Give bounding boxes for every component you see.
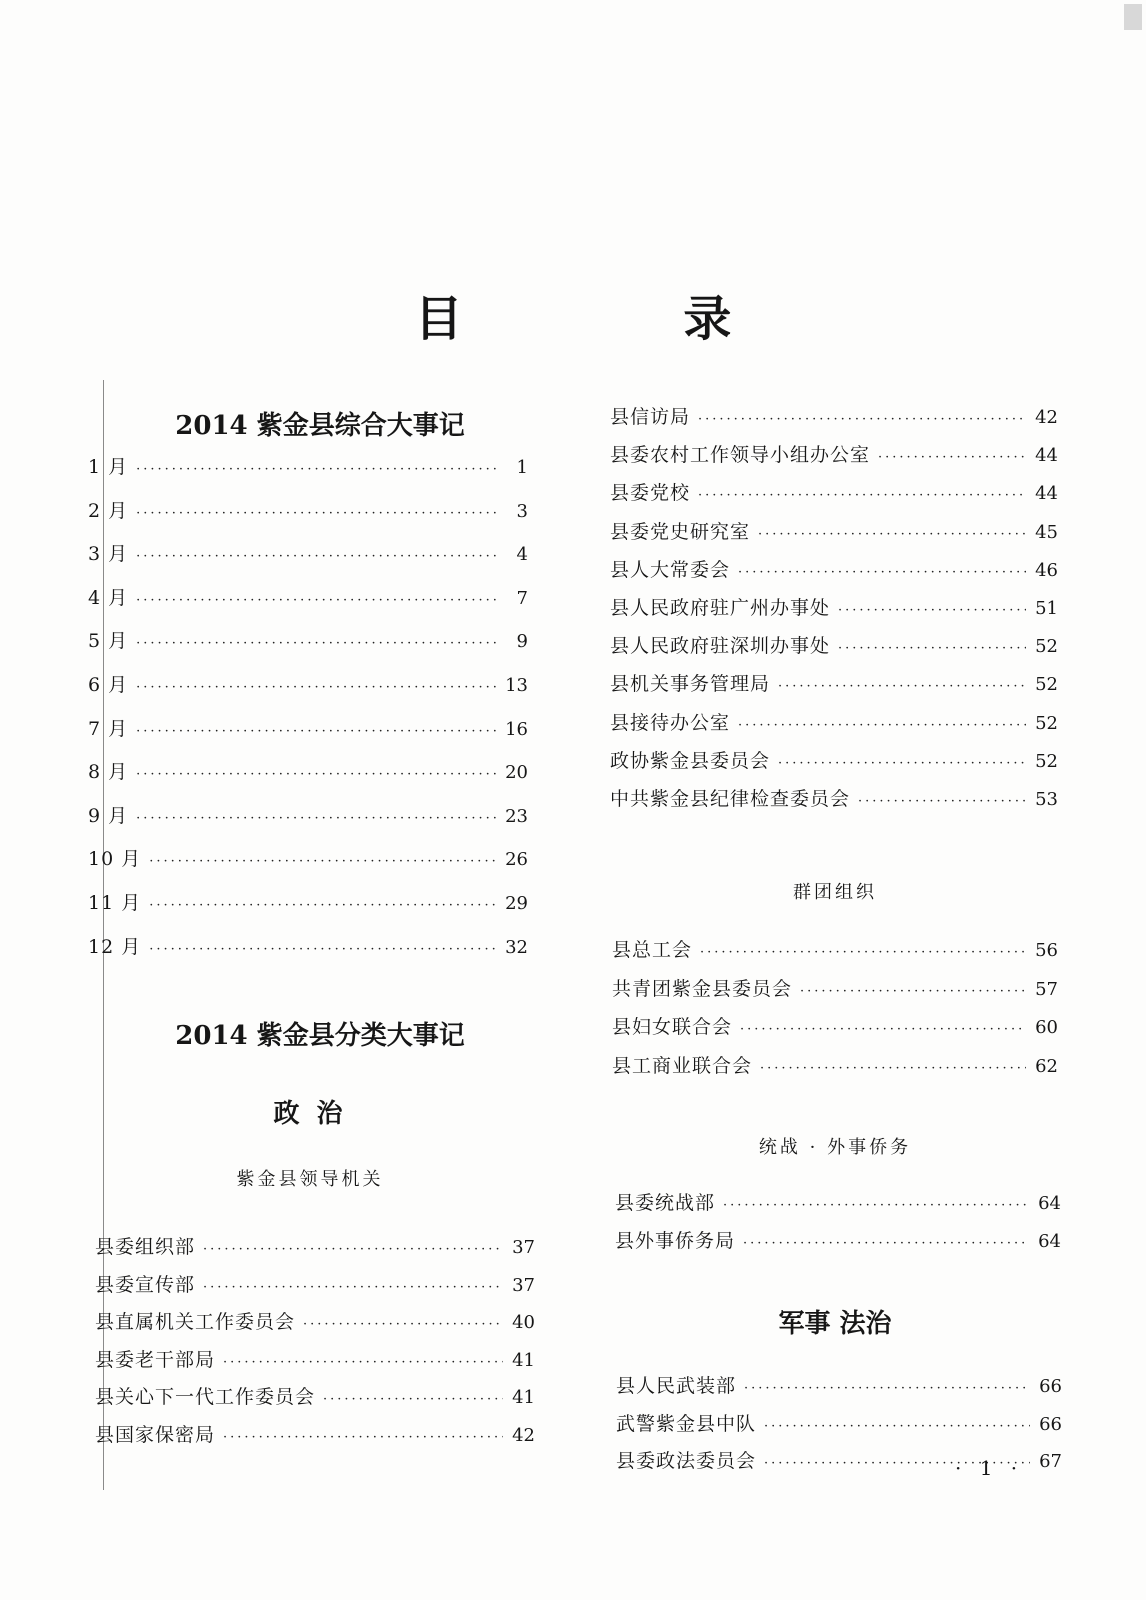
toc-entry-page: 4 xyxy=(516,544,528,566)
toc-entry-label: 县委宣传部 xyxy=(95,1273,196,1296)
toc-leader-dots xyxy=(203,1280,503,1295)
toc-entry xyxy=(88,452,528,479)
toc-entry xyxy=(88,888,528,915)
toc-entry xyxy=(610,555,1058,582)
toc-entry xyxy=(95,1420,535,1447)
toc-entry-label: 县人民政府驻深圳办事处 xyxy=(610,635,831,658)
toc-entry xyxy=(610,440,1058,467)
toc-entry xyxy=(610,478,1058,505)
toc-entry-page: 64 xyxy=(1038,1193,1061,1214)
toc-entry-label: 11 月 xyxy=(88,892,142,914)
toc-entry-page: 66 xyxy=(1039,1413,1062,1435)
toc-entry-page: 52 xyxy=(1035,636,1058,658)
toc-entry xyxy=(95,1232,535,1259)
toc-entry-label: 政协紫金县委员会 xyxy=(610,749,771,772)
toc-entry-label: 4 月 xyxy=(88,586,129,609)
toc-entry-page: 57 xyxy=(1035,978,1058,1000)
toc-leader-dots xyxy=(698,488,1026,503)
toc-leader-dots xyxy=(738,718,1026,733)
heading-politics: 政 治 xyxy=(273,1099,347,1129)
toc-entry-label: 县接待办公室 xyxy=(610,711,731,734)
toc-entry-page: 40 xyxy=(512,1312,535,1334)
toc-entry xyxy=(88,583,528,610)
toc-entry-label: 县人民武装部 xyxy=(616,1375,737,1397)
toc-leader-dots xyxy=(744,1381,1030,1396)
subheading-united-front: 统战 · 外事侨务 xyxy=(758,1137,912,1158)
toc-entry xyxy=(610,593,1058,620)
toc-entry xyxy=(612,1051,1058,1078)
section-title-comprehensive: 2014 紫金县综合大事记 xyxy=(175,411,465,441)
toc-entry-page: 44 xyxy=(1035,483,1058,505)
toc-entry xyxy=(88,932,528,959)
toc-entry-page: 66 xyxy=(1039,1376,1062,1397)
toc-leader-dots xyxy=(136,724,496,739)
toc-leader-dots xyxy=(136,549,496,564)
toc-entry xyxy=(616,1409,1062,1436)
toc-leader-dots xyxy=(149,942,496,957)
toc-entry-label: 中共紫金县纪律检查委员会 xyxy=(610,788,851,810)
toc-entry-page: 20 xyxy=(505,762,528,784)
toc-entry-label: 6 月 xyxy=(88,674,129,696)
toc-leader-dots xyxy=(136,593,496,608)
toc-entry-label: 10 月 xyxy=(88,848,142,871)
toc-leader-dots xyxy=(136,462,496,477)
toc-entry-page: 16 xyxy=(505,718,528,740)
toc-entry xyxy=(616,1371,1062,1398)
toc-entry xyxy=(610,669,1058,696)
toc-entry-label: 县总工会 xyxy=(612,939,693,961)
toc-entry-label: 县工商业联合会 xyxy=(612,1054,753,1077)
toc-entry-page: 45 xyxy=(1035,521,1058,543)
toc-entry-label: 5 月 xyxy=(88,630,129,653)
toc-entry-page: 52 xyxy=(1035,674,1058,696)
toc-entry-page: 13 xyxy=(505,675,528,696)
toc-entry xyxy=(610,708,1058,735)
toc-entry-page: 26 xyxy=(505,849,528,871)
toc-leader-dots xyxy=(323,1392,503,1407)
toc-entry-label: 共青团紫金县委员会 xyxy=(612,977,793,1000)
toc-entry-label: 县委政法委员会 xyxy=(616,1450,757,1472)
toc-entry-label: 县委老干部局 xyxy=(95,1348,216,1371)
toc-leader-dots xyxy=(223,1355,503,1370)
toc-entry-page: 42 xyxy=(1035,407,1058,428)
toc-entry-page: 42 xyxy=(512,1425,535,1446)
toc-entry-label: 2 月 xyxy=(88,499,129,522)
toc-entry-label: 县委党校 xyxy=(610,482,691,505)
toc-entry-label: 县委党史研究室 xyxy=(610,520,751,543)
toc-entry xyxy=(88,626,528,653)
toc-leader-dots xyxy=(136,636,496,651)
toc-entry xyxy=(95,1270,535,1297)
toc-entry xyxy=(88,714,528,741)
toc-entry-page: 64 xyxy=(1038,1231,1061,1252)
toc-entry-label: 9 月 xyxy=(88,804,129,827)
toc-leader-dots xyxy=(838,641,1026,656)
toc-entry-page: 44 xyxy=(1035,445,1058,467)
toc-entry-page: 46 xyxy=(1035,559,1058,581)
toc-leader-dots xyxy=(149,854,496,869)
toc-entry xyxy=(88,757,528,784)
toc-entry-page: 60 xyxy=(1035,1017,1058,1038)
toc-leader-dots xyxy=(700,945,1026,960)
toc-entry-page: 52 xyxy=(1035,712,1058,734)
toc-leader-dots xyxy=(723,1198,1029,1213)
subheading-mass-org: 群团组织 xyxy=(793,882,877,903)
toc-entry-label: 1 月 xyxy=(88,456,129,478)
section-title-categorized: 2014 紫金县分类大事记 xyxy=(175,1021,465,1051)
toc-leader-dots xyxy=(136,506,496,521)
toc-leader-dots xyxy=(760,1061,1026,1076)
toc-leader-dots xyxy=(758,527,1026,542)
toc-entry xyxy=(612,974,1058,1001)
toc-entry xyxy=(88,539,528,566)
toc-entry-page: 56 xyxy=(1035,940,1058,961)
page-title: 目 录 xyxy=(414,291,834,347)
toc-entry-page: 52 xyxy=(1035,750,1058,772)
toc-entry-label: 县机关事务管理局 xyxy=(610,673,771,696)
toc-entry xyxy=(88,844,528,871)
toc-entry-page: 32 xyxy=(505,936,528,958)
toc-leader-dots xyxy=(698,412,1026,427)
toc-entry xyxy=(612,1012,1058,1039)
toc-entry-page: 1 xyxy=(516,457,528,478)
toc-entry-page: 3 xyxy=(516,500,528,522)
toc-leader-dots xyxy=(149,898,496,913)
toc-leader-dots xyxy=(136,680,496,695)
toc-entry xyxy=(610,402,1058,429)
toc-entry-label: 县委组织部 xyxy=(95,1236,196,1258)
toc-entry-page: 67 xyxy=(1039,1451,1062,1472)
toc-entry xyxy=(88,496,528,523)
toc-entry xyxy=(615,1188,1061,1215)
toc-entry-label: 3 月 xyxy=(88,543,129,566)
toc-leader-dots xyxy=(303,1317,503,1332)
heading-military-legal: 军事 法治 xyxy=(778,1309,892,1339)
scan-corner-mark xyxy=(1124,4,1142,30)
page-number: · 1 · xyxy=(955,1456,1024,1480)
toc-entry-page: 41 xyxy=(512,1349,535,1371)
toc-entry-page: 37 xyxy=(512,1237,535,1258)
toc-entry-label: 县委农村工作领导小组办公室 xyxy=(610,444,871,467)
toc-leader-dots xyxy=(800,984,1026,999)
toc-entry-page: 9 xyxy=(516,631,528,653)
toc-entry xyxy=(95,1345,535,1372)
toc-leader-dots xyxy=(223,1430,503,1445)
toc-leader-dots xyxy=(858,794,1026,809)
toc-leader-dots xyxy=(738,565,1026,580)
toc-entry-label: 县妇女联合会 xyxy=(612,1016,733,1038)
toc-entry xyxy=(610,517,1058,544)
toc-entry-label: 县直属机关工作委员会 xyxy=(95,1311,296,1334)
toc-entry xyxy=(610,784,1058,811)
toc-entry-page: 23 xyxy=(505,805,528,827)
toc-entry xyxy=(95,1307,535,1334)
toc-leader-dots xyxy=(743,1236,1029,1251)
toc-entry xyxy=(88,801,528,828)
toc-leader-dots xyxy=(878,450,1026,465)
toc-entry-label: 县外事侨务局 xyxy=(615,1230,736,1252)
toc-entry xyxy=(612,935,1058,962)
toc-entry-label: 县关心下一代工作委员会 xyxy=(95,1386,316,1409)
toc-leader-dots xyxy=(136,811,496,826)
toc-leader-dots xyxy=(740,1022,1026,1037)
toc-entry-page: 37 xyxy=(512,1274,535,1296)
toc-entry-label: 12 月 xyxy=(88,935,142,958)
toc-entry xyxy=(615,1226,1061,1253)
toc-entry-label: 县人民政府驻广州办事处 xyxy=(610,597,831,619)
toc-entry-label: 武警紫金县中队 xyxy=(616,1412,757,1435)
toc-entry xyxy=(610,746,1058,773)
toc-entry-page: 62 xyxy=(1035,1055,1058,1077)
toc-entry-label: 县委统战部 xyxy=(615,1192,716,1214)
toc-entry xyxy=(95,1382,535,1409)
toc-entry-label: 县人大常委会 xyxy=(610,558,731,581)
toc-leader-dots xyxy=(778,679,1026,694)
toc-entry-page: 51 xyxy=(1035,598,1058,619)
toc-entry-page: 41 xyxy=(512,1387,535,1409)
toc-entry-label: 8 月 xyxy=(88,761,129,784)
toc-leader-dots xyxy=(136,767,496,782)
toc-leader-dots xyxy=(764,1419,1030,1434)
toc-entry-label: 县国家保密局 xyxy=(95,1424,216,1446)
toc-entry-page: 7 xyxy=(516,587,528,609)
toc-entry-page: 53 xyxy=(1035,789,1058,810)
toc-entry xyxy=(610,631,1058,658)
toc-entry-label: 县信访局 xyxy=(610,406,691,428)
subheading-leadership: 紫金县领导机关 xyxy=(236,1169,384,1190)
toc-leader-dots xyxy=(838,603,1026,618)
toc-entry-page: 29 xyxy=(505,893,528,914)
toc-entry xyxy=(88,670,528,697)
toc-leader-dots xyxy=(203,1242,503,1257)
toc-entry-label: 7 月 xyxy=(88,717,129,740)
toc-leader-dots xyxy=(778,756,1026,771)
